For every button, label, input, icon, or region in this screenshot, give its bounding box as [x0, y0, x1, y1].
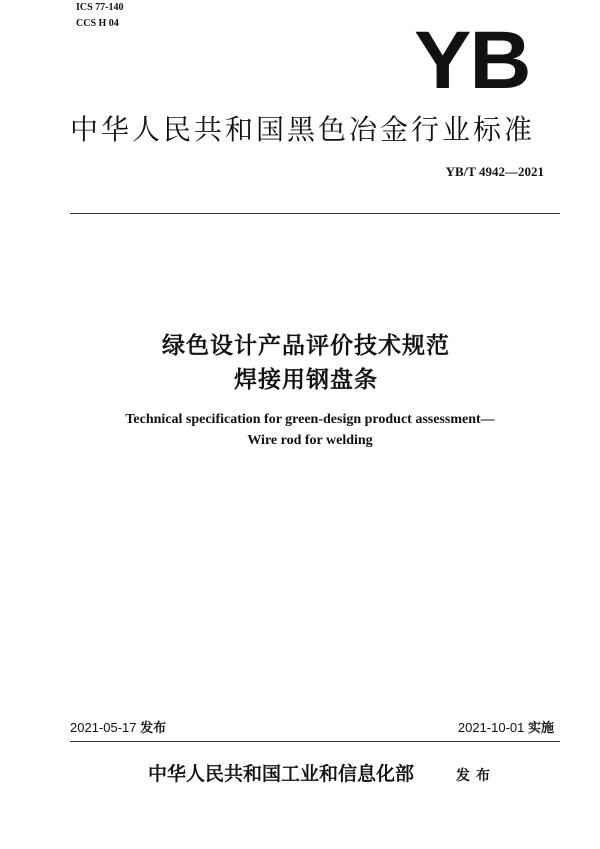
- bottom-divider: [70, 741, 560, 742]
- chinese-title-line-2: 焊接用钢盘条: [234, 367, 378, 393]
- issue-label: 发布: [140, 721, 167, 736]
- ics-code: ICS 77-140: [76, 2, 124, 13]
- implementation-date-block: [458, 720, 554, 737]
- standard-type-heading: 中华人民共和国黑色冶金行业标准: [70, 113, 536, 146]
- issue-date: 2021-05-17: [70, 720, 137, 735]
- chinese-title-line-1: 绿色设计产品评价技术规范: [162, 333, 450, 359]
- issuer-action: 发布: [456, 768, 496, 784]
- issue-date-block: [70, 720, 166, 737]
- yb-logo: YB: [414, 15, 530, 106]
- english-title-line-1: Technical specification for green-design product assessment—: [125, 412, 495, 427]
- ccs-code: CCS H 04: [76, 18, 119, 29]
- implementation-date: 2021-10-01: [457, 720, 525, 735]
- issuing-authority: 中华人民共和国工业和信息化部: [148, 763, 415, 785]
- english-title-line-2: Wire rod for welding: [247, 433, 373, 448]
- standard-number: YB/T 4942—2021: [445, 164, 544, 179]
- top-divider: [70, 213, 560, 214]
- implementation-label: 实施: [527, 721, 554, 736]
